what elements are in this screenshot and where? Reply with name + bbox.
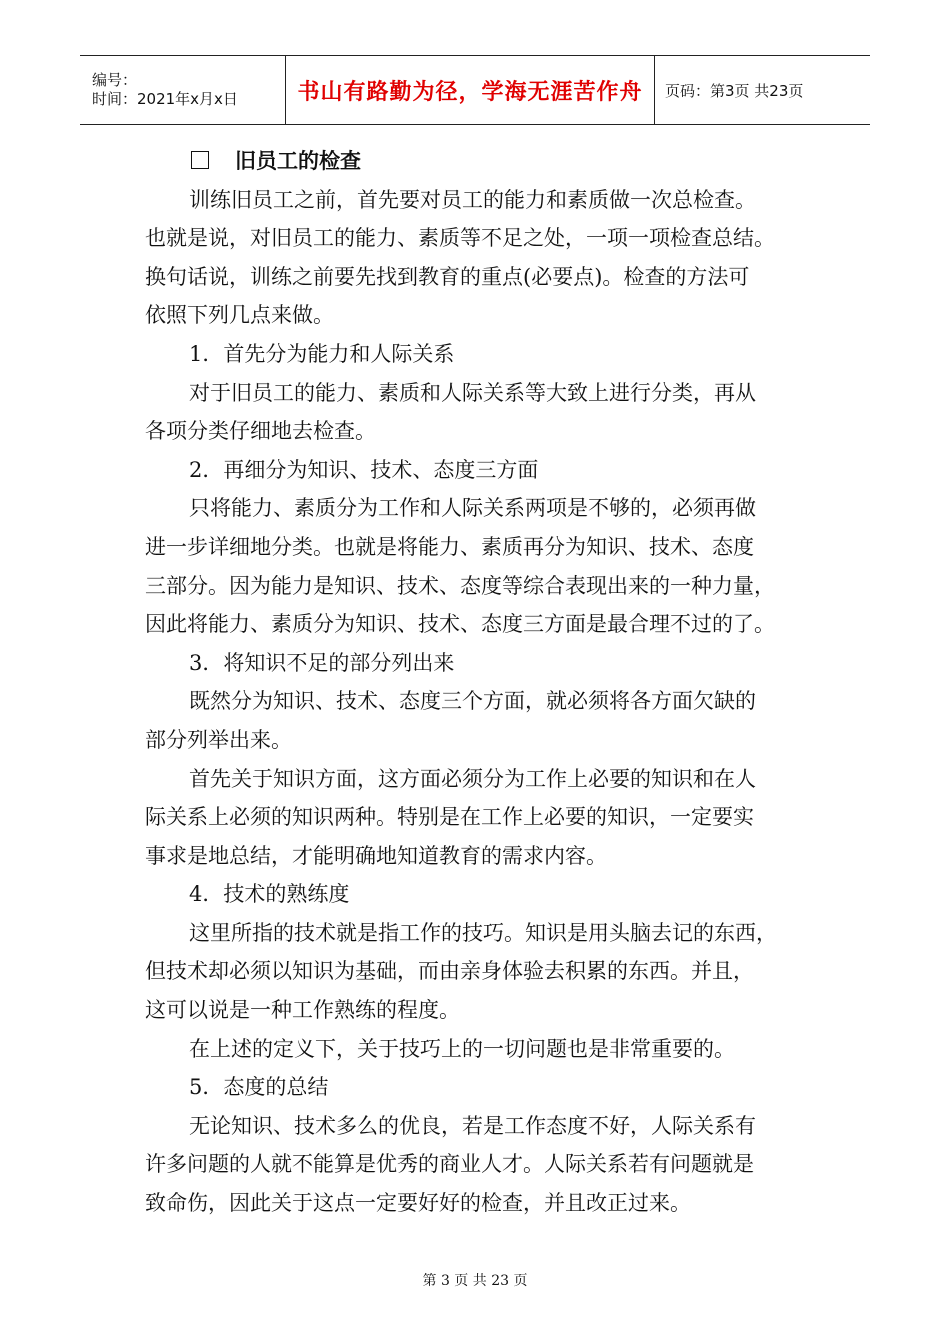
text-line: 但技术却必须以知识为基础，而由亲身体验去积累的东西。并且， <box>145 959 754 984</box>
text-line: 对于旧员工的能力、素质和人际关系等大致上进行分类，再从 <box>189 380 756 405</box>
text-line: 2．再细分为知识、技术、态度三方面 <box>189 457 539 482</box>
text-line: 这可以说是一种工作熟练的程度。 <box>145 998 460 1023</box>
header-motto: 书山有路勤为径，学海无涯苦作舟 <box>297 79 643 105</box>
header-page-cell <box>655 56 870 124</box>
text-line: 各项分类仔细地去检查。 <box>145 419 376 444</box>
text-line: 也就是说，对旧员工的能力、素质等不足之处，一项一项检查总结。 <box>145 226 775 251</box>
text-line: 致命伤，因此关于这点一定要好好的检查，并且改正过来。 <box>145 1191 691 1216</box>
document-body <box>145 142 810 1223</box>
text-line: 4．技术的熟练度 <box>189 882 350 907</box>
text-line: 部分列举出来。 <box>145 727 292 752</box>
text-line: 许多问题的人就不能算是优秀的商业人才。人际关系若有问题就是 <box>145 1152 754 1177</box>
page-footer: 第 3 页 共 23 页 <box>422 1273 528 1289</box>
text-line: 三部分。因为能力是知识、技术、态度等综合表现出来的一种力量， <box>145 573 775 598</box>
text-line: 因此将能力、素质分为知识、技术、态度三方面是最合理不过的了。 <box>145 612 775 637</box>
document-time: 时间：2021年x月x日 <box>92 90 238 108</box>
text-line: 首先关于知识方面，这方面必须分为工作上必要的知识和在人 <box>189 766 756 791</box>
header-page-info: 页码：第3页 共23页 <box>665 81 804 100</box>
section-heading <box>145 142 810 181</box>
header-motto-cell <box>285 56 655 124</box>
text-line: 训练旧员工之前，首先要对员工的能力和素质做一次总检查。 <box>189 187 756 212</box>
text-line: 依照下列几点来做。 <box>145 303 334 328</box>
text-line: 际关系上必须的知识两种。特别是在工作上必要的知识，一定要实 <box>145 805 754 830</box>
text-line: 无论知识、技术多么的优良，若是工作态度不好，人际关系有 <box>189 1113 756 1138</box>
text-line: 既然分为知识、技术、态度三个方面，就必须将各方面欠缺的 <box>189 689 756 714</box>
text-line: 1．首先分为能力和人际关系 <box>189 341 455 366</box>
checkbox-square-icon <box>191 151 209 169</box>
text-line: 事求是地总结，才能明确地知道教育的需求内容。 <box>145 843 607 868</box>
text-line: 进一步详细地分类。也就是将能力、素质再分为知识、技术、态度 <box>145 534 754 559</box>
text-line: 3．将知识不足的部分列出来 <box>189 650 455 675</box>
page-header <box>80 55 870 125</box>
text-line: 换句话说，训练之前要先找到教育的重点(必要点)。检查的方法可 <box>145 264 750 289</box>
text-line: 在上述的定义下，关于技巧上的一切问题也是非常重要的。 <box>189 1036 735 1061</box>
text-line: 只将能力、素质分为工作和人际关系两项是不够的，必须再做 <box>189 496 756 521</box>
text-line: 这里所指的技术就是指工作的技巧。知识是用头脑去记的东西， <box>189 920 777 945</box>
body-text <box>145 181 810 1223</box>
section-title: 旧员工的检查 <box>235 148 361 173</box>
header-meta <box>80 56 285 124</box>
text-line: 5．态度的总结 <box>189 1075 329 1100</box>
document-number-label: 编号： <box>92 71 138 89</box>
